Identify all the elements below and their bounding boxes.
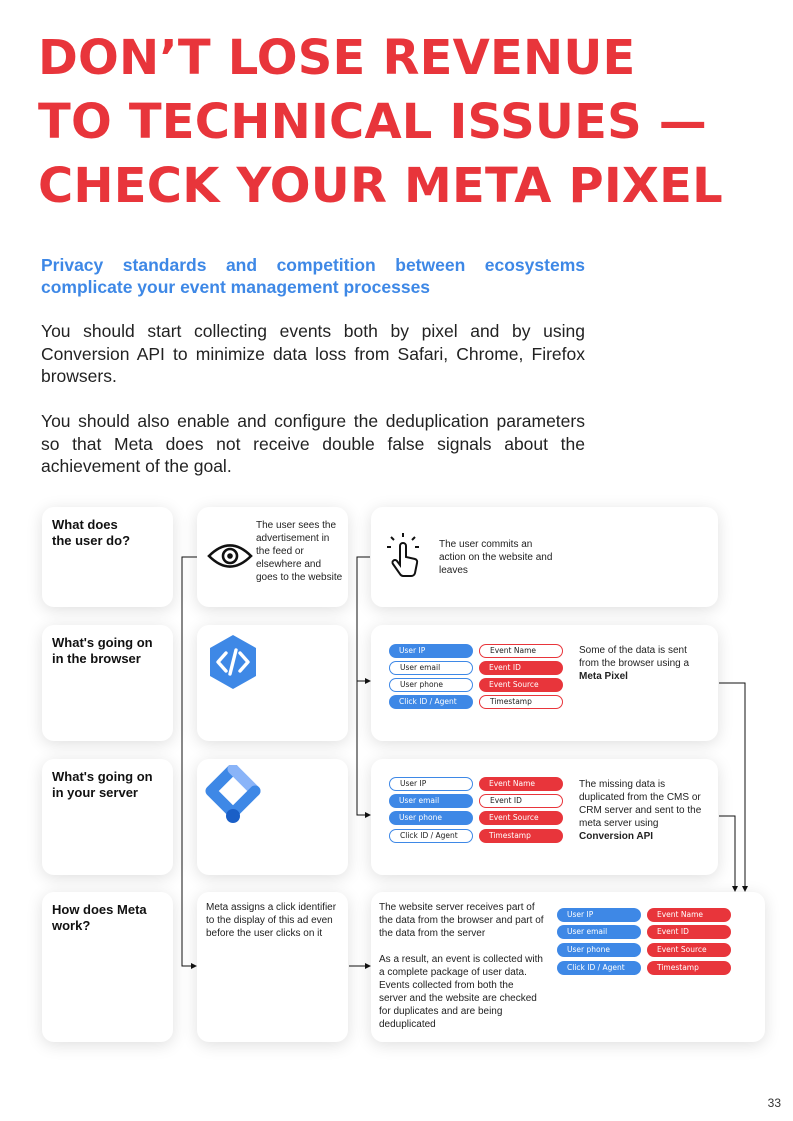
subtitle: Privacy standards and competition between ecosystems complicate your event management processes	[41, 255, 585, 297]
pill-user-email: User email	[389, 661, 473, 675]
pill-user-phone: User phone	[557, 943, 641, 957]
pill-user-email: User email	[389, 794, 473, 808]
title-line-1: DON’T LOSE REVENUE	[38, 30, 636, 86]
pill-timestamp: Timestamp	[479, 829, 563, 843]
pill-user-phone: User phone	[389, 811, 473, 825]
row-label-server: What's going on in your server	[42, 759, 173, 875]
pill-event-source: Event Source	[479, 811, 563, 825]
row-label-browser: What's going on in the browser	[42, 625, 173, 741]
pill-user-ip: User IP	[557, 908, 641, 922]
user-action-text: The user commits an action on the website and leaves	[439, 539, 553, 576]
pill-click-id: Click ID / Agent	[389, 829, 473, 843]
pill-user-ip: User IP	[389, 644, 473, 658]
click-id-text: Meta assigns a click identifier to the display of this ad even before the user clicks on it	[206, 902, 337, 939]
pill-timestamp: Timestamp	[647, 961, 731, 975]
pill-event-source: Event Source	[479, 678, 563, 692]
pill-event-name: Event Name	[647, 908, 731, 922]
pill-event-id: Event ID	[479, 661, 563, 675]
pill-user-email: User email	[557, 925, 641, 939]
pill-click-id: Click ID / Agent	[389, 695, 473, 709]
pill-event-id: Event ID	[479, 794, 563, 808]
pill-timestamp: Timestamp	[479, 695, 563, 709]
result-text: As a result, an event is collected with a complete package of user data. Events collected from both the server and the website are checked for duplicates and are being deduplicated	[379, 954, 543, 1030]
title-line-3: CHECK YOUR META PIXEL	[38, 158, 723, 214]
pill-event-id: Event ID	[647, 925, 731, 939]
row-label-meta: How does Meta work?	[42, 892, 173, 1042]
pill-user-ip: User IP	[389, 777, 473, 791]
receive-text: The website server receives part of the data from the browser and part of the data from the server	[379, 902, 544, 939]
server-desc: The missing data is duplicated from the CMS or CRM server and sent to the meta server using Conversion API	[579, 779, 702, 842]
ad-view-text: The user sees the advertisement in the feed or elsewhere and goes to the website	[256, 520, 343, 583]
row-label-user: What does the user do?	[42, 507, 173, 607]
pill-user-phone: User phone	[389, 678, 473, 692]
pill-event-name: Event Name	[479, 644, 563, 658]
pill-event-name: Event Name	[479, 777, 563, 791]
paragraph-2: You should also enable and configure the deduplication parameters so that Meta does not receive double false signals about the achievement of the goal.	[41, 411, 585, 477]
title-line-2: TO TECHNICAL ISSUES —	[38, 94, 707, 150]
paragraph-1: You should start collecting events both by pixel and by using Conversion API to minimize data loss from Safari, Chrome, Firefox browsers.	[41, 321, 585, 387]
pill-click-id: Click ID / Agent	[557, 961, 641, 975]
browser-desc: Some of the data is sent from the browser using a Meta Pixel	[579, 645, 690, 682]
page-number: 33	[767, 1096, 781, 1110]
pill-event-source: Event Source	[647, 943, 731, 957]
